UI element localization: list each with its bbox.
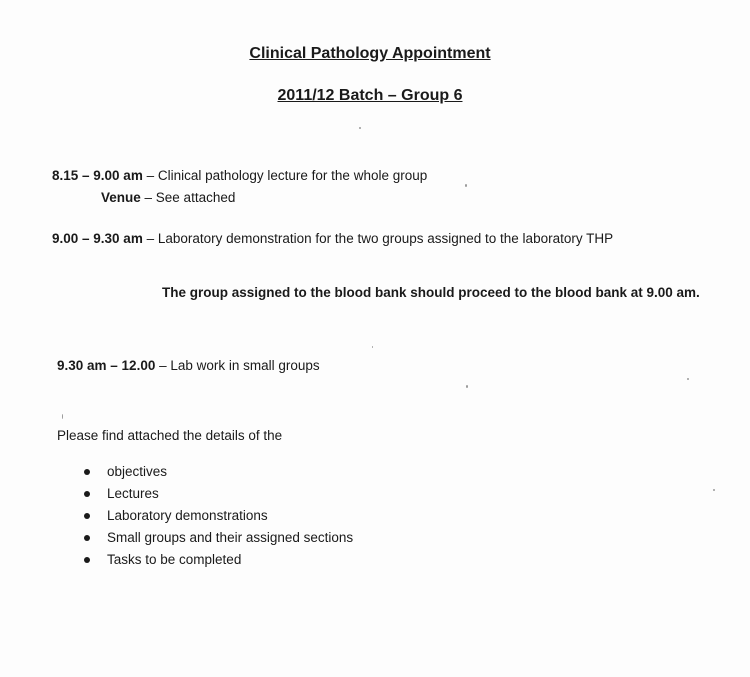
scan-speck [372, 346, 373, 348]
scan-speck [466, 385, 468, 388]
scan-speck [465, 184, 467, 187]
venue-value: – See attached [140, 190, 236, 205]
list-item-label: Tasks to be completed [107, 552, 242, 567]
bullet-icon [84, 557, 90, 563]
blood-bank-notice: The group assigned to the blood bank should proceed to the blood bank at 9.00 am. [162, 285, 700, 300]
list-item [80, 485, 353, 507]
schedule-item-lab-work [57, 358, 320, 373]
schedule-time: 9.00 – 9.30 am [52, 231, 143, 246]
scan-speck [687, 378, 689, 380]
schedule-time: 9.30 am – 12.00 [57, 358, 156, 373]
schedule-description: – Lab work in small groups [155, 358, 320, 373]
schedule-time: 8.15 – 9.00 am [52, 168, 143, 183]
list-item-label: Small groups and their assigned sections [107, 530, 354, 545]
scan-speck [62, 414, 63, 419]
venue-line [101, 190, 235, 205]
bullet-icon [84, 469, 90, 475]
list-item-label: Laboratory demonstrations [107, 508, 268, 523]
list-item [80, 551, 353, 573]
bullet-icon [84, 491, 90, 497]
document-title: Clinical Pathology Appointment [249, 45, 491, 62]
details-list [80, 463, 353, 573]
bullet-icon [84, 513, 90, 519]
bullet-icon [84, 535, 90, 541]
list-item [80, 529, 353, 551]
schedule-item-lecture [52, 168, 427, 183]
scan-speck [713, 489, 715, 491]
schedule-item-demonstration [52, 231, 613, 246]
list-item [80, 463, 353, 485]
details-intro: Please find attached the details of the [57, 428, 283, 443]
list-item-label: objectives [107, 464, 168, 479]
list-item-label: Lectures [107, 486, 159, 501]
scan-speck [359, 127, 361, 129]
schedule-description: – Laboratory demonstration for the two groups assigned to the laboratory THP [142, 231, 614, 246]
document-subtitle: 2011/12 Batch – Group 6 [277, 87, 463, 104]
schedule-description: – Clinical pathology lecture for the whole group [142, 168, 428, 183]
list-item [80, 507, 353, 529]
venue-label: Venue [101, 190, 141, 205]
